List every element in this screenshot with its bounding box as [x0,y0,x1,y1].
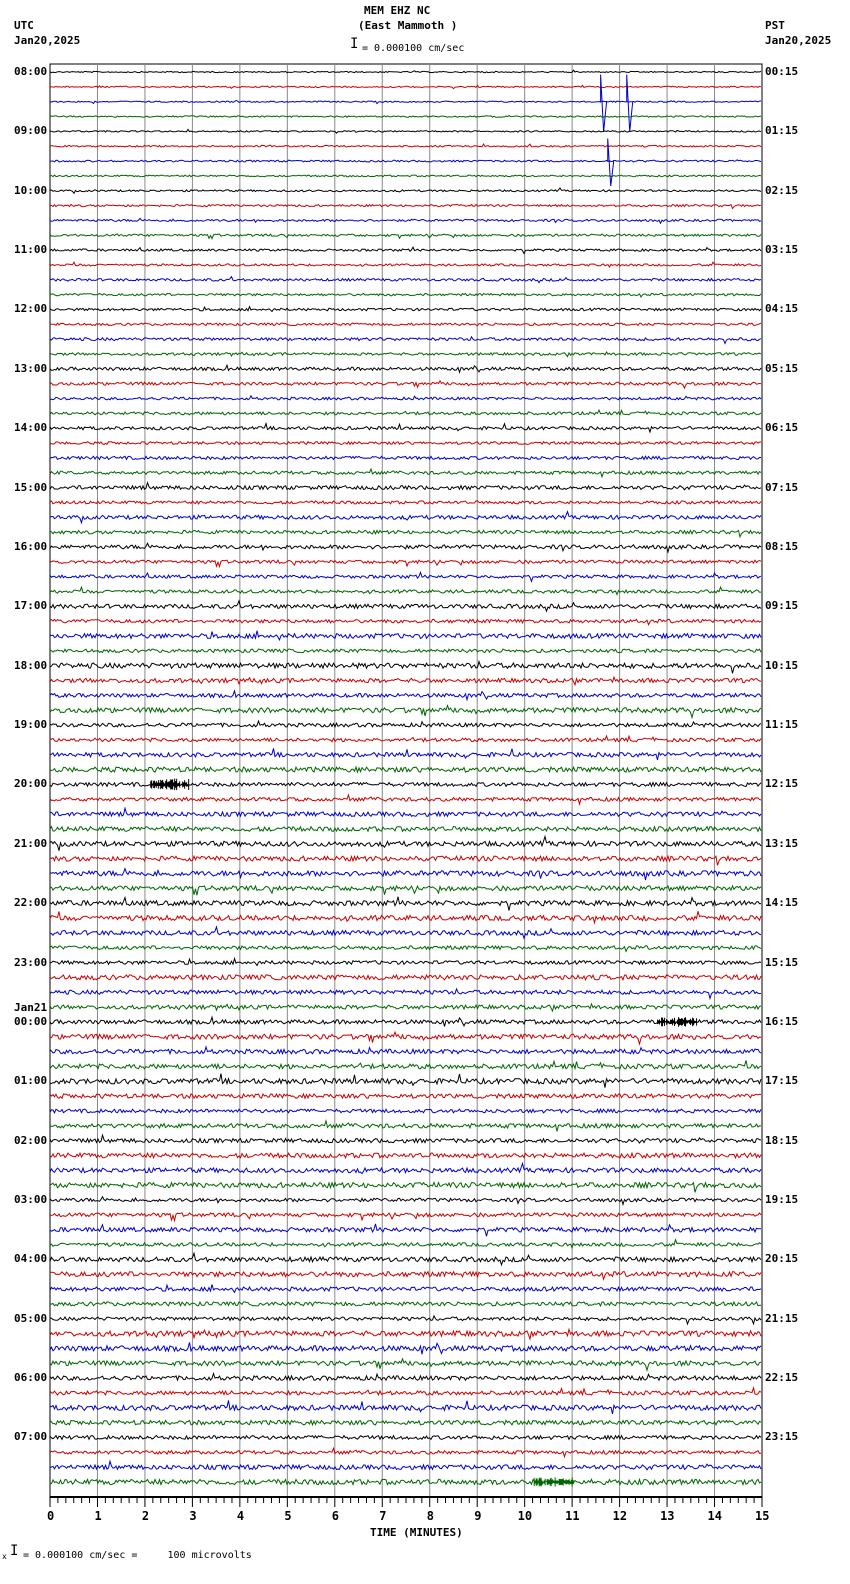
right-date: Jan20,2025 [765,34,832,47]
pst-hour-label: 10:15 [765,658,799,672]
pst-hour-label: 05:15 [765,361,799,375]
seismic-trace [50,247,761,253]
utc-hour-label: 00:00 [14,1014,48,1028]
seismic-trace [50,691,761,700]
utc-hour-label: 21:00 [14,836,48,850]
seismic-trace [50,837,761,851]
seismic-trace [50,1224,761,1236]
pst-hour-label: 15:15 [765,955,799,969]
seismic-trace [50,662,761,674]
seismic-trace [50,337,761,344]
utc-hour-label: 23:00 [14,955,48,969]
seismic-trace [50,677,761,685]
x-tick-label: 14 [707,1509,722,1523]
pst-hour-label: 21:15 [765,1311,799,1325]
seismic-trace [50,129,761,133]
utc-hour-label: 15:00 [14,480,48,494]
pst-hour-label: 06:15 [765,421,799,435]
utc-hour-label: 07:00 [14,1430,48,1444]
utc-hour-label: 10:00 [14,183,48,197]
x-tick-label: 0 [47,1509,55,1523]
seismic-trace [50,946,761,952]
seismic-trace [50,1163,761,1173]
seismic-trace [50,1153,761,1158]
x-tick-label: 8 [426,1509,434,1523]
pst-hour-label: 13:15 [765,836,799,850]
seismic-trace [50,205,761,209]
seismic-trace [50,572,761,581]
seismic-trace [50,619,761,624]
seismic-trace [50,85,761,88]
utc-hour-label: 11:00 [14,243,48,257]
footer-prefix: x [2,1552,7,1561]
seismic-trace [50,144,761,147]
pst-hour-label: 19:15 [765,1193,799,1206]
seismic-trace [50,1316,761,1324]
seismic-trace [50,959,761,966]
seismic-trace [50,1329,761,1339]
pst-hour-label: 01:15 [765,124,799,138]
seismic-trace [50,483,761,490]
x-tick-label: 15 [755,1509,770,1523]
seismic-trace [50,381,761,388]
seismic-trace [50,1448,761,1457]
utc-hour-label: 18:00 [14,658,48,672]
seismic-trace [50,1094,761,1098]
seismic-trace [50,779,761,791]
seismic-trace [50,1436,761,1440]
seismic-trace [50,188,761,193]
right-timezone: PST [765,19,785,32]
left-timezone: UTC [14,19,34,32]
seismic-trace [50,262,761,267]
left-date: Jan20,2025 [14,34,81,47]
pst-hour-label: 00:15 [765,65,799,78]
pst-hour-label: 17:15 [765,1074,799,1088]
seismic-trace [50,560,761,566]
seismic-trace [50,512,761,523]
utc-hour-label: 04:00 [14,1252,48,1266]
seismic-trace [50,721,761,727]
seismic-trace [50,649,761,653]
scale-bar-icon: I [350,36,359,52]
pst-hour-label: 09:15 [765,599,799,613]
seismic-trace [50,975,761,980]
seismic-trace [50,748,761,760]
seismic-trace [50,869,761,880]
station-title: MEM EHZ NC [364,4,431,17]
seismic-trace [50,1017,761,1027]
pst-hour-label: 03:15 [765,243,799,257]
x-axis-label: TIME (MINUTES) [370,1526,463,1539]
utc-hour-label: 19:00 [14,718,48,732]
pst-hour-label: 02:15 [765,183,799,197]
x-tick-label: 13 [660,1509,675,1523]
seismic-trace [50,897,761,911]
pst-hour-label: 07:15 [765,480,799,494]
seismic-trace [50,1302,761,1306]
pst-hour-label: 14:15 [765,896,799,910]
x-tick-label: 10 [517,1509,533,1523]
utc-hour-label: 02:00 [14,1133,48,1147]
seismic-trace [50,410,761,415]
seismic-trace [50,1240,761,1248]
utc-hour-label: 09:00 [14,124,48,138]
day-change-label: Jan21 [14,1000,48,1014]
pst-hour-label: 11:15 [765,718,799,732]
seismic-trace [50,1342,761,1354]
station-location: (East Mammoth ) [358,19,458,32]
seismic-trace [50,856,761,865]
seismic-trace [50,1183,761,1193]
utc-hour-label: 16:00 [14,539,48,553]
seismic-trace [50,70,761,73]
seismic-trace [50,795,761,804]
utc-hour-label: 22:00 [14,896,48,910]
seismic-trace [50,1400,761,1414]
pst-hour-label: 18:15 [765,1133,799,1147]
x-tick-label: 7 [379,1509,387,1523]
seismic-trace [50,911,761,923]
pst-hour-label: 08:15 [765,539,799,553]
utc-hour-label: 17:00 [14,599,48,613]
utc-hour-label: 12:00 [14,302,48,316]
seismic-trace [50,1213,761,1221]
scale-text: = 0.000100 cm/sec [362,43,465,54]
utc-hour-label: 01:00 [14,1074,48,1088]
seismic-trace [50,175,761,177]
seismic-trace [50,808,761,816]
seismic-trace [50,116,761,118]
seismic-trace [50,294,761,297]
seismic-trace [50,886,761,895]
utc-hour-label: 05:00 [14,1311,48,1325]
seismic-trace [50,323,761,325]
seismic-trace [50,736,761,742]
footer-scale-text: = 0.000100 cm/sec = 100 microvolts [23,1550,252,1561]
seismic-trace [50,1374,761,1381]
seismic-trace [50,307,761,312]
seismic-trace [50,1060,761,1068]
seismic-trace [50,827,761,832]
seismic-trace [50,1197,761,1205]
x-tick-label: 3 [189,1509,197,1523]
pst-hour-label: 16:15 [765,1014,799,1028]
seismic-trace [50,587,761,594]
seismic-trace [50,927,761,938]
seismic-trace [50,456,761,459]
seismic-trace [50,1121,761,1131]
utc-hour-label: 03:00 [14,1193,48,1206]
seismic-trace [50,469,761,477]
seismic-trace [50,1461,761,1470]
pst-hour-label: 20:15 [765,1252,799,1266]
pst-hour-label: 23:15 [765,1430,799,1444]
seismic-trace [50,1032,761,1044]
seismic-trace [50,1047,761,1054]
x-tick-label: 1 [94,1509,102,1523]
x-tick-label: 12 [612,1509,628,1523]
pst-hour-label: 12:15 [765,777,799,791]
seismic-trace [50,352,761,357]
seismic-trace [50,365,761,372]
seismic-trace [50,234,761,239]
seismic-trace [50,1135,761,1143]
seismic-trace [50,442,761,445]
seismic-trace [50,396,761,400]
utc-hour-label: 06:00 [14,1371,48,1385]
seismic-trace [50,1272,761,1280]
seismic-trace [50,424,761,432]
seismic-trace [50,1253,761,1265]
x-tick-label: 6 [331,1509,340,1523]
pst-hour-label: 04:15 [765,302,799,316]
seismic-trace [50,1074,761,1088]
seismic-trace [50,530,761,537]
seismic-trace [50,75,761,132]
x-tick-label: 2 [141,1509,150,1523]
seismic-trace [50,1109,761,1113]
x-tick-label: 5 [284,1509,292,1523]
seismic-trace [50,218,761,223]
x-tick-label: 11 [565,1509,580,1523]
utc-hour-label: 08:00 [14,65,48,78]
pst-hour-label: 22:15 [765,1371,799,1385]
x-tick-label: 4 [236,1509,245,1523]
utc-hour-label: 20:00 [14,777,48,791]
seismic-trace [50,1388,761,1395]
x-tick-label: 9 [474,1509,482,1523]
seismic-trace [50,706,761,718]
seismic-trace [50,501,761,504]
seismic-trace [50,1285,761,1293]
seismic-trace [50,1477,761,1486]
utc-hour-label: 13:00 [14,361,48,375]
seismic-trace [50,989,761,999]
seismic-trace [50,1359,761,1370]
seismic-trace [50,631,761,640]
utc-hour-label: 14:00 [14,421,48,435]
footer-scale-bar-icon: I [10,1543,19,1559]
seismic-trace [50,277,761,283]
seismic-trace [50,601,761,611]
seismic-trace [50,1004,761,1011]
seismic-trace [50,767,761,772]
seismic-trace [50,1420,761,1425]
seismic-trace [50,543,761,552]
